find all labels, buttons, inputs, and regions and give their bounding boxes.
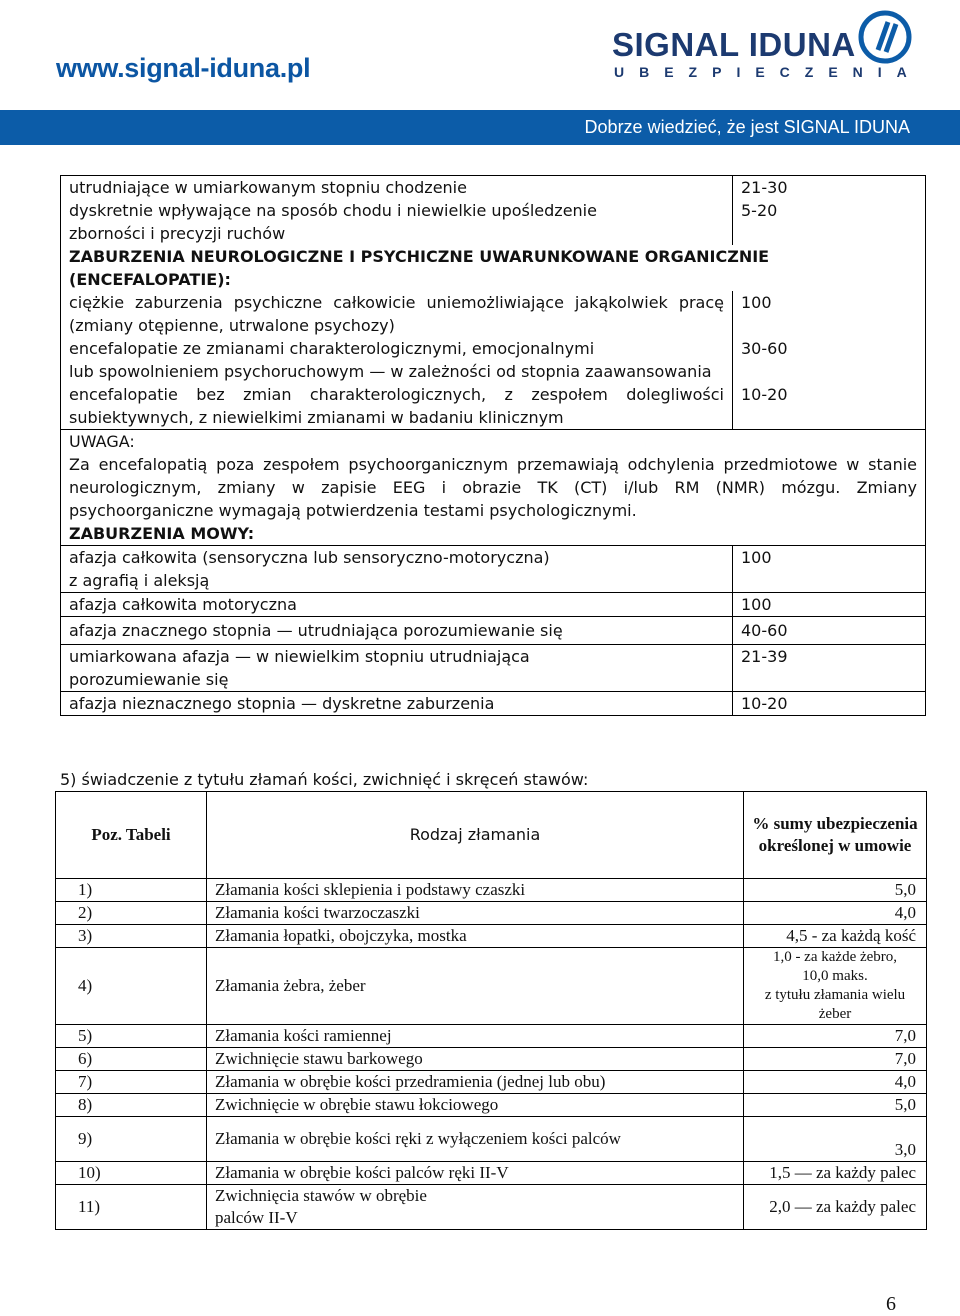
row-text: afazja znacznego stopnia — utrudniająca porozumiewanie się bbox=[61, 617, 733, 645]
row-percent: 1,0 - za każde żebro, 10,0 maks. z tytułu złamania wielu żeber bbox=[744, 948, 927, 1025]
fracture-table bbox=[55, 791, 927, 1230]
header-bar bbox=[0, 110, 960, 145]
row-value: 40-60 bbox=[733, 617, 926, 645]
note-cell bbox=[61, 430, 926, 546]
section-header: ZABURZENIA MOWY: bbox=[69, 524, 255, 543]
table-row bbox=[56, 1048, 927, 1071]
page-number: 6 bbox=[886, 1293, 896, 1315]
row-percent: 7,0 bbox=[744, 1025, 927, 1048]
row-value: 100 bbox=[733, 593, 926, 617]
table-row bbox=[56, 879, 927, 902]
row-text: umiarkowana afazja — w niewielkim stopniu utrudniająca porozumiewanie się bbox=[61, 645, 733, 692]
table-row bbox=[56, 948, 927, 1025]
row-percent: 7,0 bbox=[744, 1048, 927, 1071]
row-type: Złamania w obrębie kości palców ręki II-V bbox=[207, 1162, 744, 1185]
row-percent: 5,0 bbox=[744, 1094, 927, 1117]
table-row bbox=[61, 383, 926, 430]
row-text: afazja całkowita (sensoryczna lub sensoryczno-motoryczna) z agrafią i aleksją bbox=[61, 546, 733, 593]
row-number: 3) bbox=[56, 925, 207, 948]
row-value: 30-60 bbox=[733, 337, 926, 383]
row-number: 2) bbox=[56, 902, 207, 925]
row-value: 10-20 bbox=[733, 383, 926, 430]
note-title: UWAGA: bbox=[69, 432, 135, 451]
col-header-position: Poz. Tabeli bbox=[56, 792, 207, 879]
row-number: 9) bbox=[56, 1117, 207, 1162]
row-number: 4) bbox=[56, 948, 207, 1025]
table-row bbox=[56, 1094, 927, 1117]
row-number: 11) bbox=[56, 1185, 207, 1230]
table-row bbox=[56, 925, 927, 948]
disability-table bbox=[60, 175, 926, 716]
row-percent: 4,0 bbox=[744, 902, 927, 925]
row-percent: 3,0 bbox=[744, 1117, 927, 1162]
row-type: Złamania żebra, żeber bbox=[207, 948, 744, 1025]
row-type: Zwichnięcie w obrębie stawu łokciowego bbox=[207, 1094, 744, 1117]
row-percent: 4,0 bbox=[744, 1071, 927, 1094]
row-number: 5) bbox=[56, 1025, 207, 1048]
row-percent: 1,5 — za każdy palec bbox=[744, 1162, 927, 1185]
site-url[interactable]: www.signal-iduna.pl bbox=[56, 53, 311, 83]
row-type: Złamania kości sklepienia i podstawy czaszki bbox=[207, 879, 744, 902]
section-header-row bbox=[61, 245, 926, 291]
table-row bbox=[61, 291, 926, 337]
note-text: Za encefalopatią poza zespołem psychoorganicznym przemawiają odchylenia przedmiotowe w stanie neurologicznym, zmiany w zapisie EEG i obrazie TK (CT) i/lub RM (NMR) mózgu. Zmiany psychoorganiczne wymagają potwierdzenia testami psychologicznymi. bbox=[69, 455, 917, 520]
row-type: Zwichnięcie stawu barkowego bbox=[207, 1048, 744, 1071]
table-row bbox=[56, 1025, 927, 1048]
row-value: 5-20 bbox=[733, 199, 926, 245]
row-type: Złamania kości twarzoczaszki bbox=[207, 902, 744, 925]
table-row bbox=[56, 1071, 927, 1094]
table-row bbox=[61, 593, 926, 617]
row-number: 7) bbox=[56, 1071, 207, 1094]
table-row bbox=[61, 645, 926, 692]
table-row bbox=[61, 617, 926, 645]
page-header bbox=[0, 0, 960, 145]
section-5-heading: 5) świadczenie z tytułu złamań kości, zwichnięć i skręceń stawów: bbox=[60, 770, 589, 789]
row-type: Złamania w obrębie kości ręki z wyłączeniem kości palców bbox=[207, 1117, 744, 1162]
row-text: encefalopatie ze zmianami charakterologicznymi, emocjonalnymi lub spowolnieniem psychoruchowym — w zależności od stopnia zaawansowania bbox=[61, 337, 733, 383]
row-value: 21-30 bbox=[733, 176, 926, 200]
table-row bbox=[56, 902, 927, 925]
table-row bbox=[61, 176, 926, 200]
brand-name: SIGNAL IDUNA bbox=[612, 26, 856, 63]
row-percent: 2,0 — za każdy palec bbox=[744, 1185, 927, 1230]
row-text: dyskretnie wpływające na sposób chodu i niewielkie upośledzenie zborności i precyzji ruchów bbox=[61, 199, 733, 245]
row-value: 100 bbox=[733, 546, 926, 593]
row-text: afazja nieznacznego stopnia — dyskretne zaburzenia bbox=[61, 692, 733, 716]
table-row bbox=[61, 546, 926, 593]
table-row bbox=[61, 692, 926, 716]
col-header-type: Rodzaj złamania bbox=[207, 792, 744, 879]
table-row bbox=[56, 1185, 927, 1230]
row-text: afazja całkowita motoryczna bbox=[61, 593, 733, 617]
row-number: 10) bbox=[56, 1162, 207, 1185]
tagline: Dobrze wiedzieć, że jest SIGNAL IDUNA bbox=[584, 117, 910, 137]
table-row bbox=[56, 1162, 927, 1185]
signal-iduna-logo-icon bbox=[858, 10, 912, 64]
row-percent: 5,0 bbox=[744, 879, 927, 902]
section-header: ZABURZENIA NEUROLOGICZNE I PSYCHICZNE UWARUNKOWANE ORGANICZNIE (ENCEFALOPATIE): bbox=[61, 245, 926, 291]
table-header-row bbox=[56, 792, 927, 879]
row-value: 100 bbox=[733, 291, 926, 337]
row-type: Złamania łopatki, obojczyka, mostka bbox=[207, 925, 744, 948]
row-number: 6) bbox=[56, 1048, 207, 1071]
brand-subtitle: UBEZPIECZENIA bbox=[614, 64, 922, 80]
row-percent: 4,5 - za każdą kość bbox=[744, 925, 927, 948]
col-header-percent: % sumy ubezpieczenia określonej w umowie bbox=[744, 792, 927, 879]
row-text: ciężkie zaburzenia psychiczne całkowicie uniemożliwiające jakąkolwiek pracę (zmiany otępienne, utrwalone psychozy) bbox=[61, 291, 733, 337]
note-row bbox=[61, 430, 926, 546]
table-row bbox=[61, 337, 926, 383]
table-row bbox=[61, 199, 926, 245]
table-row bbox=[56, 1117, 927, 1162]
row-value: 21-39 bbox=[733, 645, 926, 692]
row-value: 10-20 bbox=[733, 692, 926, 716]
row-type: Złamania w obrębie kości przedramienia (jednej lub obu) bbox=[207, 1071, 744, 1094]
row-type: Złamania kości ramiennej bbox=[207, 1025, 744, 1048]
row-type: Zwichnięcia stawów w obrębie palców II-V bbox=[207, 1185, 744, 1230]
row-text: utrudniające w umiarkowanym stopniu chodzenie bbox=[61, 176, 733, 200]
row-number: 8) bbox=[56, 1094, 207, 1117]
row-number: 1) bbox=[56, 879, 207, 902]
row-text: encefalopatie bez zmian charakterologicznych, z zespołem dolegliwości subiektywnych, z niewielkimi zmianami w badaniu klinicznym bbox=[61, 383, 733, 430]
